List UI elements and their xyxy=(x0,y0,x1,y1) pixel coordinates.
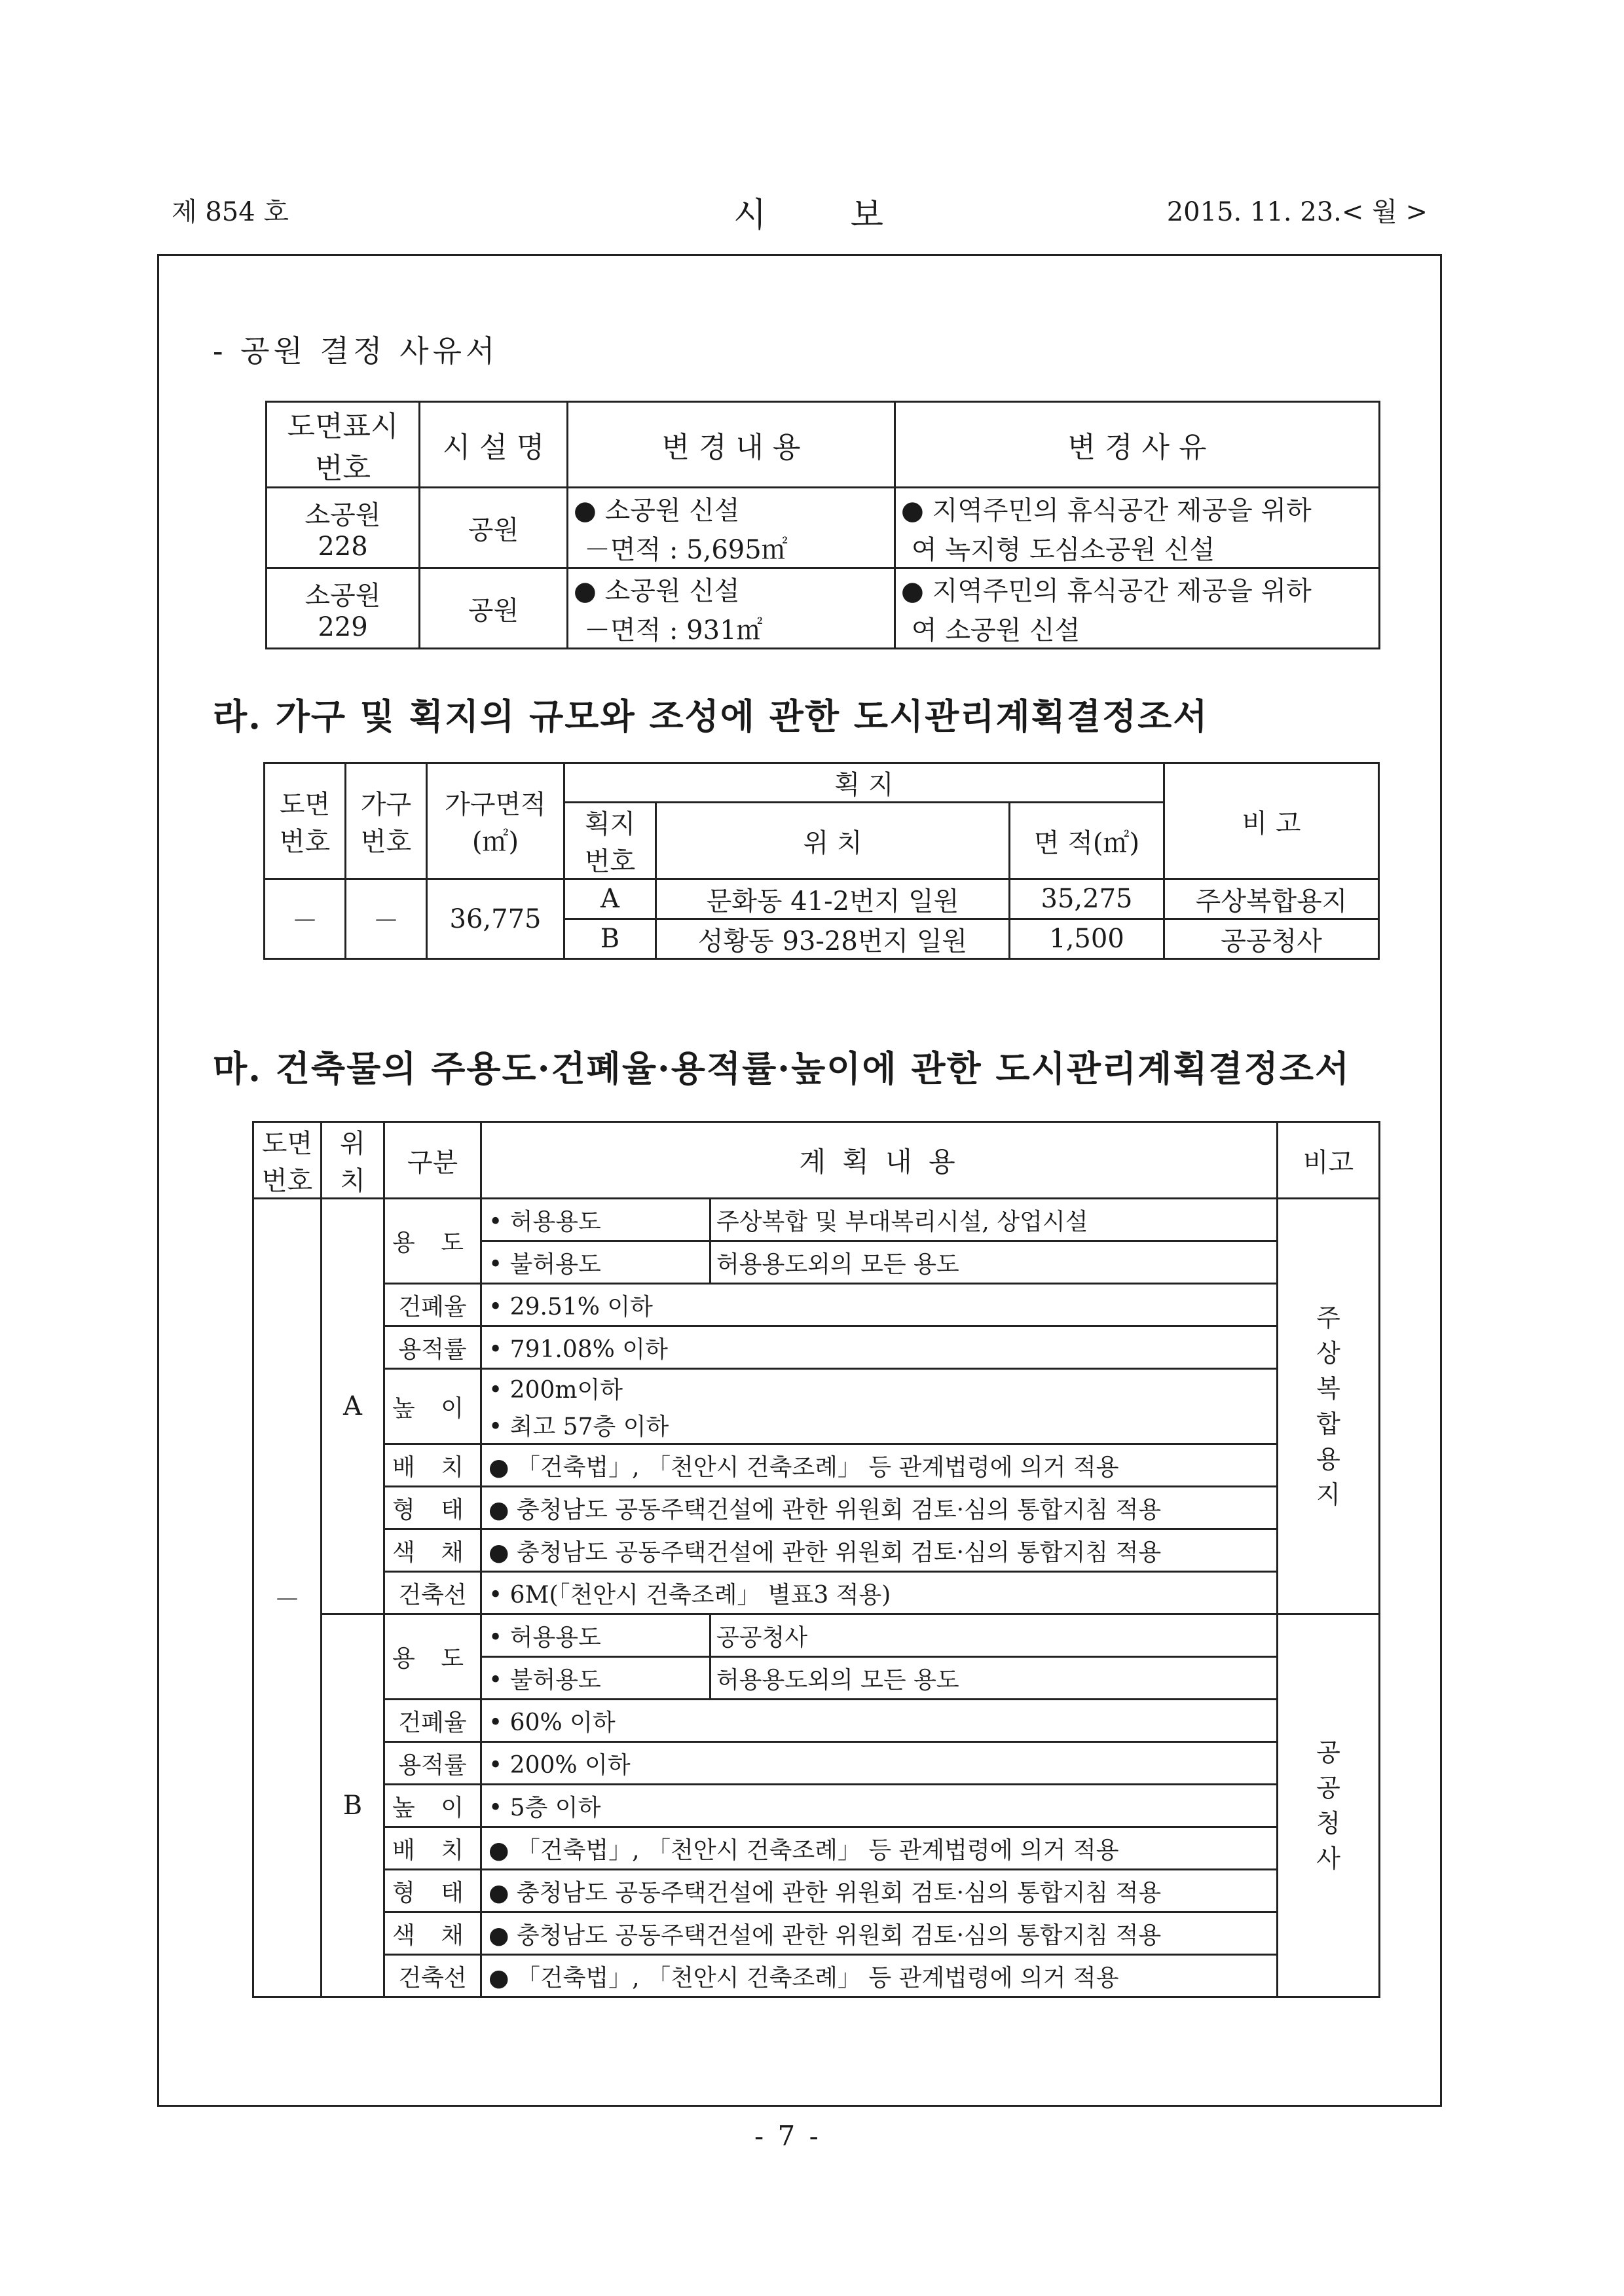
table-row xyxy=(253,1199,1380,1241)
far-value: • 791.08% 이하 xyxy=(481,1326,1278,1369)
lot-note-cell: 공공청사 xyxy=(1164,919,1379,959)
table-row xyxy=(253,1444,1380,1487)
bcr-value: • 60% 이하 xyxy=(481,1700,1278,1742)
height-value: • 200m이하 xyxy=(481,1369,1278,1407)
header-reason: 변 경 사 유 xyxy=(895,402,1380,488)
table-row xyxy=(253,1742,1380,1785)
form-value: ● 충청남도 공동주택건설에 관한 위원회 검토·심의 통합지침 적용 xyxy=(481,1487,1278,1529)
issue-number: 제 854 호 xyxy=(172,197,289,227)
header-lot: 획 지 xyxy=(564,763,1164,803)
use-label: 용 도 xyxy=(384,1614,481,1700)
form-label: 형 태 xyxy=(384,1870,481,1912)
table-row xyxy=(253,1955,1380,1997)
table-row xyxy=(253,1529,1380,1572)
setback-label: 건축선 xyxy=(384,1955,481,1997)
allowed-use-value: 주상복합 및 부대복리시설, 상업시설 xyxy=(710,1199,1278,1241)
bcr-label: 건폐율 xyxy=(384,1284,481,1326)
reason-cell: 여 녹지형 도심소공원 신설 xyxy=(895,528,1380,568)
height-floors-value: • 최고 57층 이하 xyxy=(481,1406,1278,1444)
table-header-row xyxy=(253,1122,1380,1199)
header-map-number: 도면 번호 xyxy=(253,1122,322,1199)
table-row xyxy=(253,1326,1380,1369)
header-area: 면 적(㎡) xyxy=(1010,803,1164,879)
building-section-title: 마. 건축물의 주용도·건폐율·용적률·높이에 관한 도시관리계획결정조서 xyxy=(213,1048,1351,1089)
table-row xyxy=(265,879,1379,919)
disallowed-use-value: 허용용도외의 모든 용도 xyxy=(710,1657,1278,1700)
table-row xyxy=(253,1785,1380,1827)
table-row xyxy=(253,1572,1380,1614)
color-label: 색 채 xyxy=(384,1529,481,1572)
publication-title: 시 보 xyxy=(733,196,920,235)
table-row xyxy=(267,568,1380,609)
layout-value: ● 「건축법」, 「천안시 건축조례」 등 관계법령에 의거 적용 xyxy=(481,1444,1278,1487)
table-row xyxy=(253,1487,1380,1529)
allowed-use-value: 공공청사 xyxy=(710,1614,1278,1657)
table-row xyxy=(253,1369,1380,1407)
header-lot-number: 획지 번호 xyxy=(564,803,656,879)
use-label: 용 도 xyxy=(384,1199,481,1284)
lot-area-cell: 35,275 xyxy=(1010,879,1164,919)
change-cell: －면적 : 931㎡ xyxy=(568,608,895,649)
form-label: 형 태 xyxy=(384,1487,481,1529)
lot-note-cell: 주상복합용지 xyxy=(1164,879,1379,919)
park-section-title: - 공원 결정 사유서 xyxy=(213,333,499,369)
layout-label: 배 치 xyxy=(384,1444,481,1487)
lot-number-cell: B xyxy=(564,919,656,959)
header-block-number: 가구 번호 xyxy=(346,763,427,879)
color-value: ● 충청남도 공동주택건설에 관한 위원회 검토·심의 통합지침 적용 xyxy=(481,1912,1278,1955)
location-a-cell: A xyxy=(322,1199,384,1614)
change-cell: ● 소공원 신설 xyxy=(568,568,895,609)
far-label: 용적률 xyxy=(384,1742,481,1785)
reason-cell: ● 지역주민의 휴식공간 제공을 위하 xyxy=(895,568,1380,609)
map-number-cell: 소공원 228 xyxy=(267,488,420,568)
table-row xyxy=(253,1870,1380,1912)
far-value: • 200% 이하 xyxy=(481,1742,1278,1785)
issue-date: 2015. 11. 23.< 월 > xyxy=(1166,197,1428,227)
header-change: 변 경 내 용 xyxy=(568,402,895,488)
header-note: 비 고 xyxy=(1164,763,1379,879)
change-cell: ● 소공원 신설 xyxy=(568,488,895,528)
form-value: ● 충청남도 공동주택건설에 관한 위원회 검토·심의 통합지침 적용 xyxy=(481,1870,1278,1912)
layout-label: 배 치 xyxy=(384,1827,481,1870)
block-section-title: 라. 가구 및 획지의 규모와 조성에 관한 도시관리계획결정조서 xyxy=(213,695,1209,737)
disallowed-use-label: • 불허용도 xyxy=(481,1657,710,1700)
map-number-cell: － xyxy=(253,1199,322,1997)
setback-label: 건축선 xyxy=(384,1572,481,1614)
bcr-label: 건폐율 xyxy=(384,1700,481,1742)
note-a-cell: 주상 복합 용지 xyxy=(1278,1199,1380,1614)
header-location: 위치 xyxy=(322,1122,384,1199)
header-block-area: 가구면적 (㎡) xyxy=(427,763,564,879)
lot-area-cell: 1,500 xyxy=(1010,919,1164,959)
reason-cell: 여 소공원 신설 xyxy=(895,608,1380,649)
table-header-row xyxy=(267,402,1380,488)
layout-value: ● 「건축법」, 「천안시 건축조례」 등 관계법령에 의거 적용 xyxy=(481,1827,1278,1870)
table-row xyxy=(253,1614,1380,1657)
height-value: • 5층 이하 xyxy=(481,1785,1278,1827)
building-plan-table xyxy=(252,1121,1380,1998)
far-label: 용적률 xyxy=(384,1326,481,1369)
change-cell: －면적 : 5,695㎡ xyxy=(568,528,895,568)
block-number-cell: － xyxy=(346,879,427,959)
disallowed-use-label: • 불허용도 xyxy=(481,1241,710,1284)
header-note: 비고 xyxy=(1278,1122,1380,1199)
facility-cell: 공원 xyxy=(420,488,568,568)
note-b-cell: 공공 청사 xyxy=(1278,1614,1380,1997)
table-row xyxy=(253,1912,1380,1955)
setback-value: ● 「건축법」, 「천안시 건축조례」 등 관계법령에 의거 적용 xyxy=(481,1955,1278,1997)
header-plan-content: 계 획 내 용 xyxy=(481,1122,1278,1199)
table-row xyxy=(253,1700,1380,1742)
block-area-cell: 36,775 xyxy=(427,879,564,959)
map-number-cell: 소공원 229 xyxy=(267,568,420,649)
disallowed-use-value: 허용용도외의 모든 용도 xyxy=(710,1241,1278,1284)
table-row xyxy=(267,488,1380,528)
height-label: 높 이 xyxy=(384,1785,481,1827)
setback-value: • 6M(「천안시 건축조례」 별표3 적용) xyxy=(481,1572,1278,1614)
header-map-number: 도면표시 번호 xyxy=(267,402,420,488)
lot-location-cell: 성황동 93-28번지 일원 xyxy=(656,919,1010,959)
header-location: 위 치 xyxy=(656,803,1010,879)
allowed-use-label: • 허용용도 xyxy=(481,1614,710,1657)
table-row xyxy=(253,1827,1380,1870)
lot-number-cell: A xyxy=(564,879,656,919)
page-number: - 7 - xyxy=(754,2120,821,2152)
color-value: ● 충청남도 공동주택건설에 관한 위원회 검토·심의 통합지침 적용 xyxy=(481,1529,1278,1572)
lot-location-cell: 문화동 41-2번지 일원 xyxy=(656,879,1010,919)
map-number-cell: － xyxy=(265,879,346,959)
color-label: 색 채 xyxy=(384,1912,481,1955)
header-category: 구분 xyxy=(384,1122,481,1199)
height-label: 높 이 xyxy=(384,1369,481,1444)
table-header-row xyxy=(265,763,1379,803)
location-b-cell: B xyxy=(322,1614,384,1997)
header-facility: 시 설 명 xyxy=(420,402,568,488)
reason-cell: ● 지역주민의 휴식공간 제공을 위하 xyxy=(895,488,1380,528)
header-map-number: 도면 번호 xyxy=(265,763,346,879)
facility-cell: 공원 xyxy=(420,568,568,649)
park-decision-table xyxy=(265,401,1380,649)
bcr-value: • 29.51% 이하 xyxy=(481,1284,1278,1326)
block-lot-table xyxy=(263,762,1380,960)
allowed-use-label: • 허용용도 xyxy=(481,1199,710,1241)
table-row xyxy=(253,1284,1380,1326)
